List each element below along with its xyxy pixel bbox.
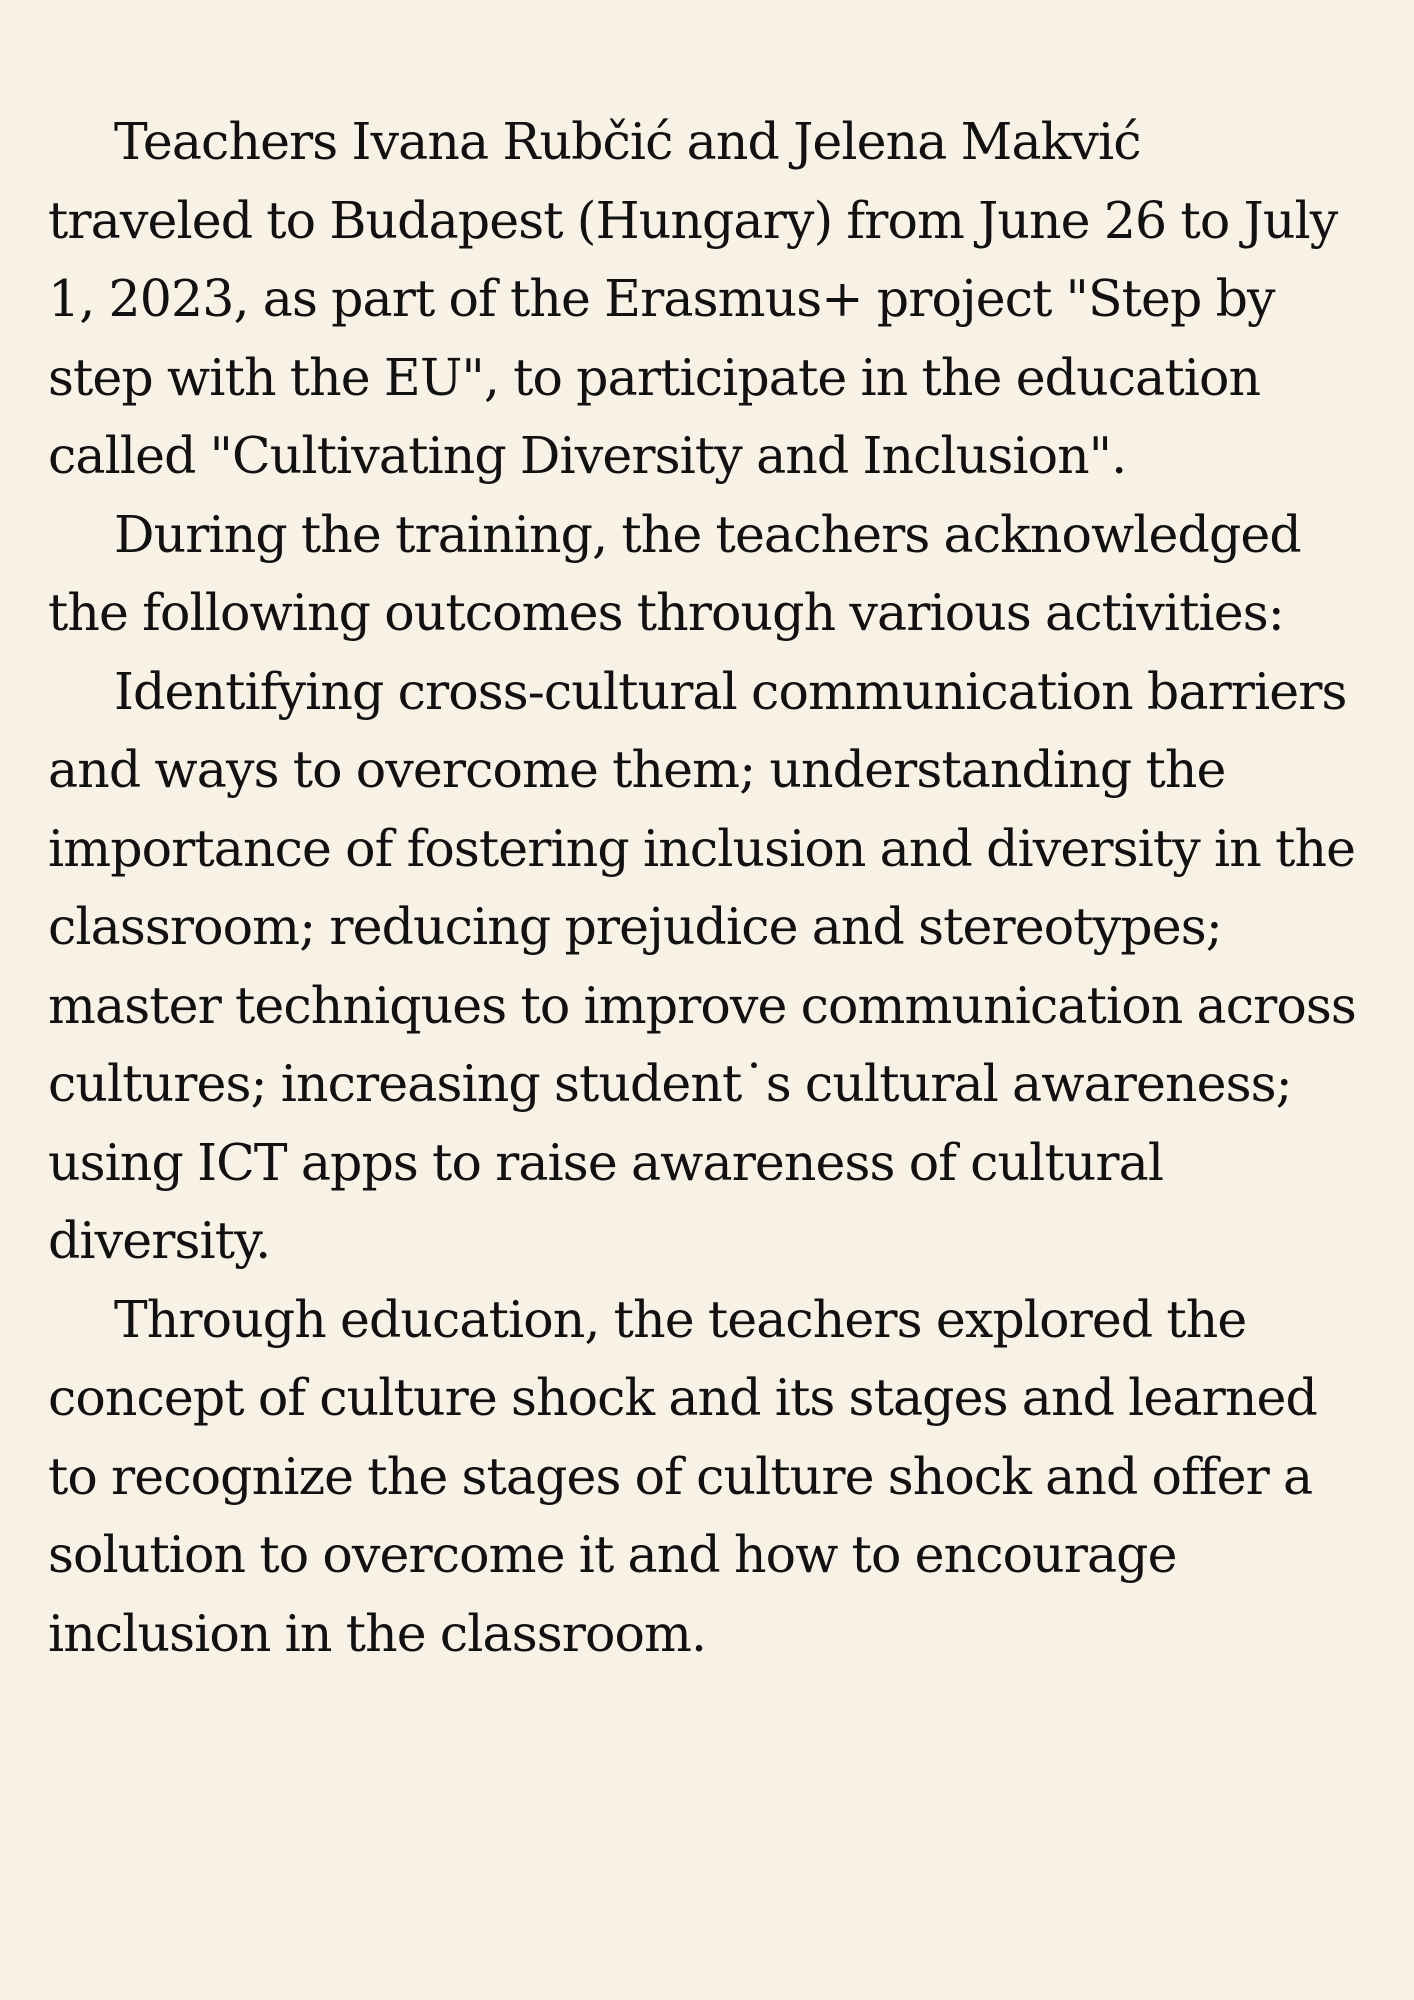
- article-body: [48, 103, 1358, 1673]
- intro-paragraph: Teachers Ivana Rubčić and Jelena Makvić traveled to Budapest (Hungary) from June 26 to July 1, 2023, as part of the Erasmus+ project "Step by step with the EU", to participate in the education called "Cultivating Diversity and Inclusion".: [48, 112, 1338, 485]
- training-outcomes-paragraph: During the training, the teachers acknowledged the following outcomes through various activities:: [48, 504, 1301, 642]
- outcomes-list-paragraph: Identifying cross-cultural communication barriers and ways to overcome them; understanding the importance of fostering inclusion and diversity in the classroom; reducing prejudice and stereotypes; master techniques to improve communication across cultures; increasing student˙s cultural awareness; using ICT apps to raise awareness of cultural diversity.: [48, 661, 1356, 1270]
- culture-shock-paragraph: Through education, the teachers explored the concept of culture shock and its stages and learned to recognize the stages of culture shock and offer a solution to overcome it and how to encourage inclusion in the classroom.: [48, 1289, 1317, 1663]
